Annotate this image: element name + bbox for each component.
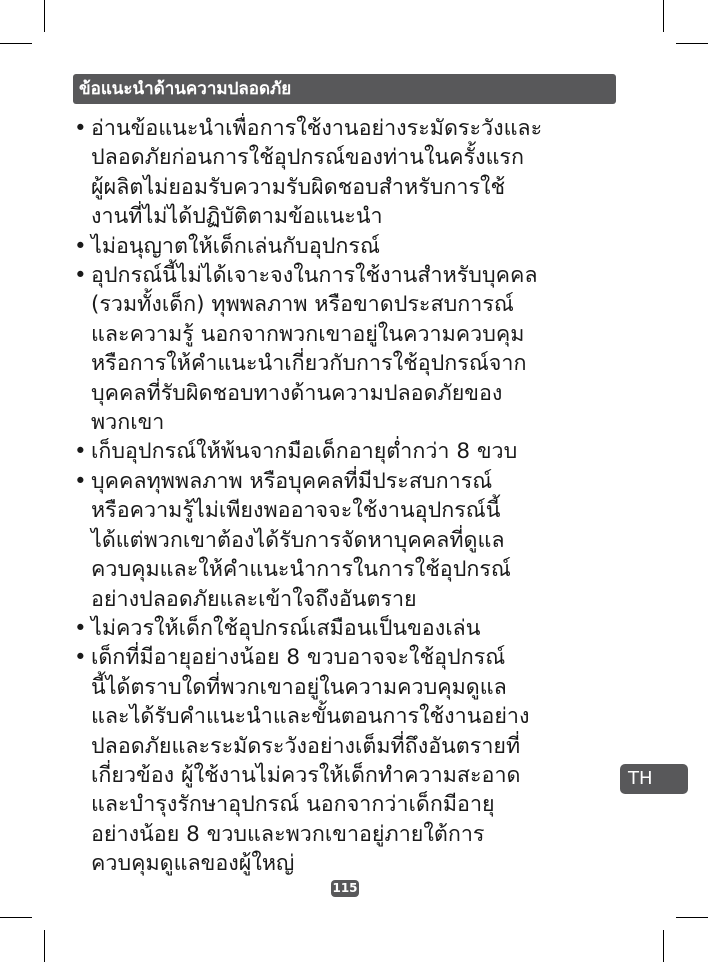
language-tab: TH: [620, 764, 688, 794]
bullet-item-line: งานที่ไม่ได้ปฏิบัติตามข้อแนะนำ: [91, 204, 383, 230]
bullet-item-line: และความรู้ นอกจากพวกเขาอยู่ในความควบคุม: [91, 321, 525, 347]
bullet-item-line: อุปกรณ์นี้ไม่ได้เจาะจงในการใช้งานสำหรับบุคคล: [91, 263, 538, 289]
bullet-icon: •: [74, 233, 87, 259]
bullet-icon: •: [74, 439, 87, 465]
bullet-item: [74, 467, 619, 614]
bullet-item-line: (รวมทั้งเด็ก) ทุพพลภาพ หรือขาดประสบการณ์: [91, 292, 514, 318]
bullet-item-line: เก็บอุปกรณ์ให้พ้นจากมือเด็กอายุต่ำกว่า 8 ขวบ: [91, 439, 518, 465]
bullet-item: [74, 437, 619, 466]
bullet-item-line: ปลอดภัยก่อนการใช้อุปกรณ์ของท่านในครั้งแรก: [91, 145, 524, 171]
bullet-item: [74, 114, 619, 232]
bullet-item-line: พวกเขา: [91, 410, 165, 436]
bullet-item-line: เกี่ยวข้อง ผู้ใช้งานไม่ควรให้เด็กทำความสะอาด: [91, 762, 521, 788]
bullet-item-line: ปลอดภัยและระมัดระวังอย่างเต็มที่ถึงอันตรายที่: [91, 733, 521, 759]
section-title: ข้อแนะนำด้านความปลอดภัย: [73, 74, 616, 104]
bullet-icon: •: [74, 468, 87, 494]
bullet-item-line: บุคคลที่รับผิดชอบทางด้านความปลอดภัยของ: [91, 380, 503, 406]
page-number: 115: [332, 881, 358, 895]
bullet-item-line: ควบคุมดูแลของผู้ใหญ่: [91, 851, 295, 877]
bullet-item: [74, 232, 619, 261]
bullet-item-line: อ่านข้อแนะนำเพื่อการใช้งานอย่างระมัดระวังและ: [91, 116, 543, 141]
bullet-item: [74, 643, 619, 878]
bullet-item-line: ไม่อนุญาตให้เด็กเล่นกับอุปกรณ์: [91, 233, 380, 259]
bullet-item: [74, 261, 619, 437]
crop-mark: [676, 43, 708, 44]
bullet-item-line: อย่างน้อย 8 ขวบและพวกเขาอยู่ภายใต้การ: [91, 821, 485, 847]
bullet-item-line: และได้รับคำแนะนำและขั้นตอนการใช้งานอย่าง: [91, 704, 530, 730]
crop-mark: [663, 930, 664, 962]
bullet-item-line: และบำรุงรักษาอุปกรณ์ นอกจากว่าเด็กมีอายุ: [91, 792, 495, 818]
bullet-item-line: หรือความรู้ไม่เพียงพออาจจะใช้งานอุปกรณ์นี้: [91, 498, 501, 524]
bullet-item: [74, 614, 619, 643]
safety-instructions: [74, 114, 619, 879]
bullet-icon: •: [74, 263, 87, 289]
bullet-item-line: ผู้ผลิตไม่ยอมรับความรับผิดชอบสำหรับการใช้: [91, 174, 506, 200]
bullet-icon: •: [74, 615, 87, 641]
crop-mark: [663, 0, 664, 32]
bullet-item-line: ควบคุมและให้คำแนะนำการในการใช้อุปกรณ์: [91, 557, 511, 583]
bullet-item-line: หรือการให้คำแนะนำเกี่ยวกับการใช้อุปกรณ์จาก: [91, 351, 527, 377]
bullet-icon: •: [74, 645, 87, 671]
crop-mark: [676, 917, 708, 918]
bullet-item-line: อย่างปลอดภัยและเข้าใจถึงอันตราย: [91, 586, 417, 612]
bullet-item-line: ไม่ควรให้เด็กใช้อุปกรณ์เสมือนเป็นของเล่น: [91, 615, 481, 641]
crop-mark: [44, 0, 45, 32]
bullet-item-line: เด็กที่มีอายุอย่างน้อย 8 ขวบอาจจะใช้อุปกรณ์: [91, 645, 506, 671]
crop-mark: [0, 917, 32, 918]
bullet-icon: •: [74, 116, 87, 141]
bullet-item-line: บุคคลทุพพลภาพ หรือบุคคลที่มีประสบการณ์: [91, 468, 493, 494]
crop-mark: [0, 43, 32, 44]
bullet-item-line: นี้ได้ตราบใดที่พวกเขาอยู่ในความควบคุมดูแล: [91, 674, 507, 700]
crop-mark: [44, 930, 45, 962]
bullet-item-line: ได้แต่พวกเขาต้องได้รับการจัดหาบุคคลที่ดูแล: [91, 527, 505, 553]
